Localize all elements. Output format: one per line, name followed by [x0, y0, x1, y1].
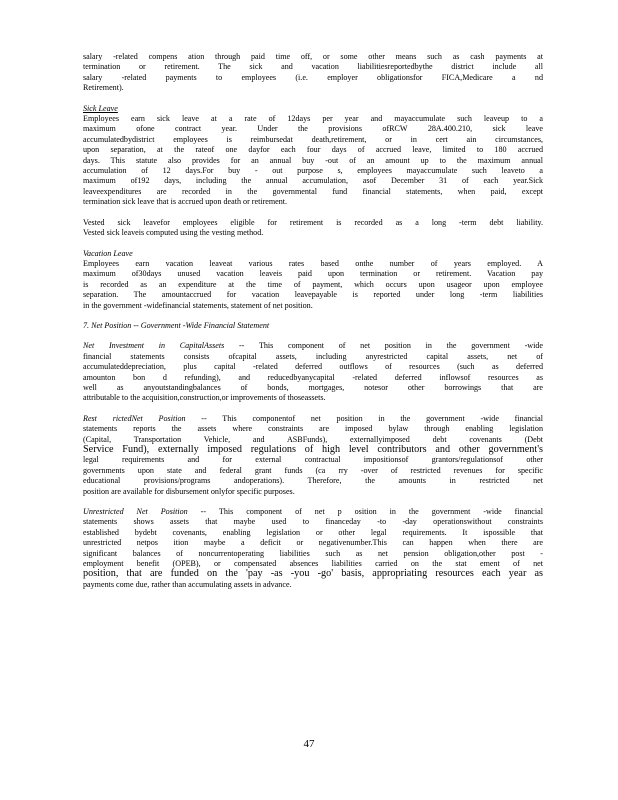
text-line: days. This statute also provides for an annual buy -out of an amount up to the maximum annual [83, 155, 543, 165]
page-content [83, 52, 543, 590]
text-line: position are available for disbursement onlyfor specific purposes. [83, 486, 295, 496]
text-line: statements reports the assets where constraints are imposed bylaw through enabling legislation [83, 424, 543, 434]
text-line: is recorded as an expenditure at the time of payment, which occurs upon usageor upon employee [83, 279, 543, 289]
text-fragment: -- This component of net p osition in the government -wide financial [187, 507, 543, 517]
text-line [83, 414, 543, 424]
net-investment-term: Net Investment in CapitalAssets [83, 341, 225, 351]
text-line: payments come due, rather than accumulating assets in advance. [83, 579, 292, 589]
text-fragment: -- This component of net position in the government -wide [224, 341, 543, 351]
text-line: maximum of192 days, including the annual accumulation, asof December 31 of each year.Sick [83, 176, 543, 186]
text-line: significant balances of noncurrentoperating liabilities such as net pension obligation,other post - [83, 548, 543, 558]
section-7-heading: 7. Net Position -- Government -Wide Financial Statement [83, 320, 270, 330]
text-line: accumulateddepreciation, plus capital -related deferred outflows of resources (such as deferred [83, 362, 543, 372]
text-line: salary -related compens ation through paid time off, or some other means such as cash payments at [83, 52, 543, 61]
text-line: termination sick leave that is accrued upon death or retirement. [83, 197, 288, 207]
text-line [83, 341, 543, 351]
restricted-net-position-term: Rest rictedNet Position [83, 413, 186, 423]
text-line: upon separation, at the rateof one dayfor each four days of accrued leave, limited to 180 accrued [83, 145, 543, 155]
text-line: established bydebt covenants, enabling legislation or other legal requirements. It ispossible that [83, 527, 543, 537]
text-line: Retirement). [83, 83, 124, 93]
unrestricted-net-position-term: Unrestricted Net Position [83, 507, 188, 517]
text-fragment: -- This componentof net position in the government -wide financial [185, 413, 543, 423]
text-line: employment benefit (OPEB), or compensated absences liabilities carried on the stat ement of net [83, 559, 543, 569]
text-line: maximum of30days unused vacation leaveis paid upon termination or retirement. Vacation pay [83, 269, 543, 279]
text-line: educational provisions/programs andoperations). Therefore, the amounts in restricted net [83, 476, 543, 486]
intro-paragraph [83, 52, 543, 94]
text-line: accumulation of 12 days.For buy - out purpose s, employees mayaccumulate such leaveto a [83, 166, 543, 176]
net-investment-paragraph [83, 341, 543, 403]
text-line: leaveexpenditures are recorded in the governmental fund financial statements, when paid, except [83, 186, 543, 196]
text-line: financial statements consists ofcapital assets, including anyrestricted capital assets, net of [83, 351, 543, 361]
text-line: statements shows assets that maybe used to financeday -to -day operationswithout constraints [83, 517, 543, 527]
vested-paragraph [83, 218, 543, 239]
text-line: governments upon state and federal grant funds (ca rry -over of restricted revenues for specific [83, 465, 543, 475]
text-line: termination or retirement. The sick and vacation liabilitiesreportedbythe district include all [83, 62, 543, 72]
text-line: accumulatedbydistrict employees is reimbursedat death,retirement, or in cert ain circumstances, [83, 134, 543, 144]
text-line: in the government -widefinancial statements, statement of net position. [83, 300, 313, 310]
sick-leave-paragraph [83, 114, 543, 208]
text-line: legal requirements and for external contractual impositionsof grantors/regulationsof other [83, 455, 543, 465]
text-line: well as anyoutstandingbalances of bonds, mortgages, notesor other borrowings that are [83, 382, 543, 392]
page-number: 47 [303, 738, 315, 750]
unrestricted-net-position-paragraph [83, 507, 543, 590]
text-line: Employees earn sick leave at a rate of 12days per year and mayaccumulate such leaveup to a [83, 114, 543, 124]
sick-leave-heading: Sick Leave [83, 103, 118, 113]
text-line: amounton bon d refunding), and reducedbyanycapital -related deferred inflowsof resources as [83, 372, 543, 382]
text-line: Vested sick leavefor employees eligible for retirement is recorded as a long -term debt liability. [83, 217, 543, 227]
restricted-net-position-paragraph [83, 414, 543, 497]
vacation-leave-paragraph [83, 259, 543, 311]
text-line: attributable to the acquisition,construction,or improvements of thoseassets. [83, 393, 326, 403]
text-line: (Capital, Transportation Vehicle, and ASBFunds), externallyimposed debt covenants (Debt [83, 434, 543, 444]
text-line: salary -related payments to employees (i.e. employer obligationsfor FICA,Medicare a nd [83, 72, 543, 82]
text-line: position, that are funded on the 'pay -as -you -go' basis, appropriating resources each year as [83, 568, 543, 580]
text-line: unrestricted netpos ition maybe a deficit or negativenumber.This can happen when there are [83, 538, 543, 548]
text-line: maximum ofone contract year. Under the provisions ofRCW 28A.400.210, sick leave [83, 124, 543, 134]
vacation-leave-heading: Vacation Leave [83, 248, 133, 258]
text-line: Employees earn vacation leaveat various rates based onthe number of years employed. A [83, 258, 543, 268]
text-line: Service Fund), externally imposed regulations of high level contributors and other government's [83, 444, 543, 455]
text-line: Vested sick leaveis computed using the vesting method. [83, 228, 264, 238]
text-line: separation. The amountaccrued for vacation leavepayable is reported under long -term liabilities [83, 290, 543, 300]
text-line [83, 507, 543, 517]
